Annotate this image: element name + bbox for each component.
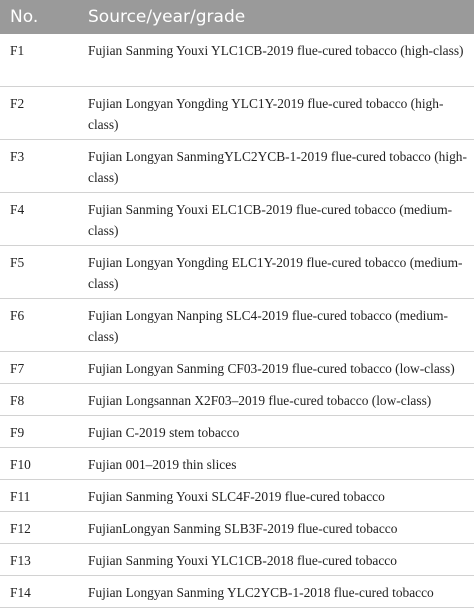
table-row [0,87,474,140]
cell-no: F13 [0,544,78,576]
table-header [0,0,474,34]
cell-source: Fujian Sanming Youxi SLC4F-2019 flue-cured tobacco [78,480,474,512]
cell-source: Fujian Longsannan X2F03–2019 flue-cured tobacco (low-class) [78,384,474,416]
header-source: Source/year/grade [88,7,246,27]
cell-no: F9 [0,416,78,448]
cell-no: F11 [0,480,78,512]
table-row [0,448,474,480]
table-row [0,246,474,299]
table-row [0,576,474,608]
cell-no: F14 [0,576,78,608]
cell-no: F7 [0,352,78,384]
cell-source: FujianLongyan Sanming SLB3F-2019 flue-cured tobacco [78,512,474,544]
table-row [0,352,474,384]
header-no: No. [10,7,39,27]
cell-source: Fujian Longyan SanmingYLC2YCB-1-2019 flue-cured tobacco (high-class) [78,140,474,193]
cell-no: F8 [0,384,78,416]
table-row [0,34,474,87]
cell-no: F10 [0,448,78,480]
cell-source: Fujian Longyan Yongding YLC1Y-2019 flue-cured tobacco (high-class) [78,87,474,140]
cell-no: F1 [0,34,78,87]
table-row [0,193,474,246]
cell-source: Fujian Longyan Sanming YLC2YCB-1-2018 flue-cured tobacco [78,576,474,608]
cell-source: Fujian Sanming Youxi YLC1CB-2018 flue-cured tobacco [78,544,474,576]
cell-no: F4 [0,193,78,246]
cell-no: F3 [0,140,78,193]
cell-source: Fujian Longyan Sanming CF03-2019 flue-cured tobacco (low-class) [78,352,474,384]
cell-source: Fujian Longyan Nanping SLC4-2019 flue-cured tobacco (medium-class) [78,299,474,352]
cell-source: Fujian 001–2019 thin slices [78,448,474,480]
table-row [0,512,474,544]
table-row [0,480,474,512]
table-row [0,416,474,448]
cell-source: Fujian Longyan Yongding ELC1Y-2019 flue-cured tobacco (medium-class) [78,246,474,299]
cell-no: F5 [0,246,78,299]
cell-source: Fujian Sanming Youxi ELC1CB-2019 flue-cured tobacco (medium-class) [78,193,474,246]
table-row [0,140,474,193]
cell-source: Fujian C-2019 stem tobacco [78,416,474,448]
table-body [0,34,474,608]
table-row [0,384,474,416]
cell-no: F2 [0,87,78,140]
header-row [0,0,474,34]
cell-source: Fujian Sanming Youxi YLC1CB-2019 flue-cured tobacco (high-class) [78,34,474,87]
cell-no: F6 [0,299,78,352]
table-row [0,299,474,352]
table-row [0,544,474,576]
cell-no: F12 [0,512,78,544]
